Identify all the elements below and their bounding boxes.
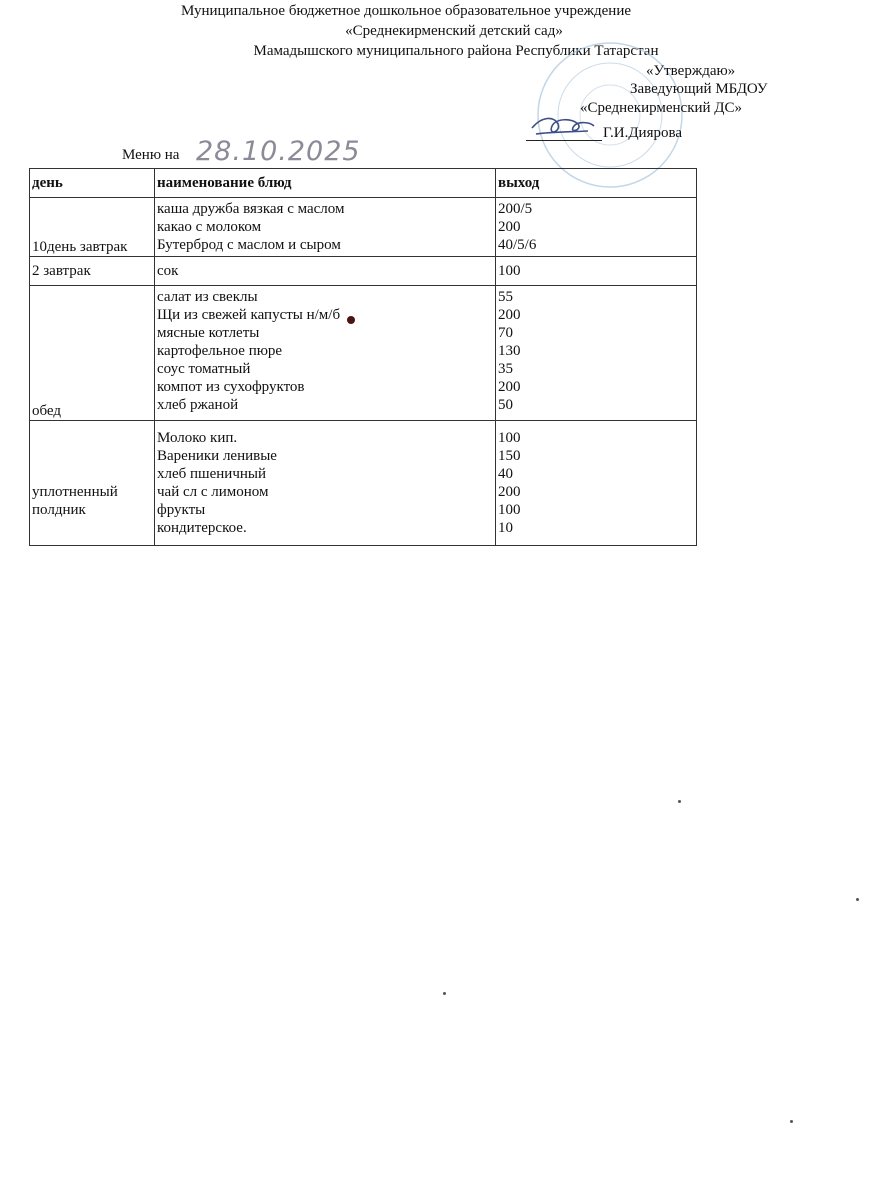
scan-speck — [678, 800, 681, 803]
dish-item: чай сл с лимоном — [157, 484, 269, 500]
dish-item: хлеб пшеничный — [157, 466, 266, 482]
portion-item: 130 — [498, 343, 521, 359]
dish-item: компот из сухофруктов — [157, 379, 305, 395]
dish-item: каша дружба вязкая с маслом — [157, 201, 345, 217]
column-header-portion: выход — [496, 169, 697, 198]
dish-item: мясные котлеты — [157, 325, 260, 341]
dish-item: салат из свеклы — [157, 289, 258, 305]
dishes-cell — [155, 421, 496, 546]
portion-item: 100 — [498, 502, 521, 518]
portion-item: 200 — [498, 307, 521, 323]
meal-cell — [30, 257, 155, 286]
dishes-cell — [155, 198, 496, 257]
kindergarten-name: «Среднекирменский детский сад» — [345, 23, 563, 39]
portions-cell — [496, 286, 697, 421]
approval-position: Заведующий МБДОУ — [630, 81, 768, 97]
dishes-cell — [155, 257, 496, 286]
portion-item: 200/5 — [498, 201, 533, 217]
scan-speck — [347, 316, 355, 324]
table-header-row — [30, 169, 697, 198]
portion-item: 40/5/6 — [498, 237, 537, 253]
meal-cell — [30, 198, 155, 257]
district-name: Мамадышского муниципального района Республики Татарстан — [253, 43, 659, 59]
table-row — [30, 198, 697, 257]
dish-item: Вареники ленивые — [157, 448, 277, 464]
handwritten-signature — [528, 112, 598, 142]
portion-item: 200 — [498, 484, 521, 500]
dish-item: Щи из свежей капусты н/м/б — [157, 307, 341, 323]
portions-cell — [496, 257, 697, 286]
portion-item: 55 — [498, 289, 513, 305]
scan-speck — [790, 1120, 793, 1123]
meal-cell — [30, 286, 155, 421]
dish-item: хлеб ржаной — [157, 397, 239, 413]
column-header-dish: наименование блюд — [155, 169, 496, 198]
portion-item: 100 — [498, 430, 521, 446]
portion-item: 10 — [498, 520, 513, 536]
dishes-cell — [155, 286, 496, 421]
dish-item: кондитерское. — [157, 520, 247, 536]
portion-item: 50 — [498, 397, 513, 413]
portion-item: 35 — [498, 361, 513, 377]
dish-item: Бутерброд с маслом и сыром — [157, 237, 341, 253]
portion-item: 100 — [498, 263, 521, 279]
portions-cell — [496, 421, 697, 546]
portions-cell — [496, 198, 697, 257]
menu-date-label: Меню на — [122, 147, 180, 163]
meal-label: 10день завтрак — [32, 239, 128, 255]
table-row — [30, 421, 697, 546]
portion-item: 200 — [498, 379, 521, 395]
dish-item: соус томатный — [157, 361, 251, 377]
scan-speck — [443, 992, 446, 995]
portion-item: 150 — [498, 448, 521, 464]
portion-item: 200 — [498, 219, 521, 235]
menu-date-value: 28.10.2025 — [196, 136, 361, 167]
menu-table — [29, 168, 697, 546]
dish-item: сок — [157, 263, 179, 279]
table-row — [30, 257, 697, 286]
portion-item: 70 — [498, 325, 513, 341]
dish-item: Молоко кип. — [157, 430, 238, 446]
dish-item: фрукты — [157, 502, 206, 518]
approval-title: «Утверждаю» — [646, 63, 736, 79]
meal-label: обед — [32, 403, 62, 419]
meal-cell — [30, 421, 155, 546]
approver-name: Г.И.Диярова — [603, 125, 683, 141]
table-row — [30, 286, 697, 421]
approval-organization: «Среднекирменский ДС» — [580, 100, 743, 116]
dish-item: картофельное пюре — [157, 343, 283, 359]
institution-name: Муниципальное бюджетное дошкольное образовательное учреждение — [181, 3, 631, 19]
dish-item: какао с молоком — [157, 219, 262, 235]
meal-label: уплотненный полдник — [32, 484, 118, 518]
column-header-day: день — [30, 169, 155, 198]
portion-item: 40 — [498, 466, 513, 482]
signature-line — [526, 140, 602, 141]
meal-label: 2 завтрак — [32, 263, 91, 279]
scan-speck — [856, 898, 859, 901]
